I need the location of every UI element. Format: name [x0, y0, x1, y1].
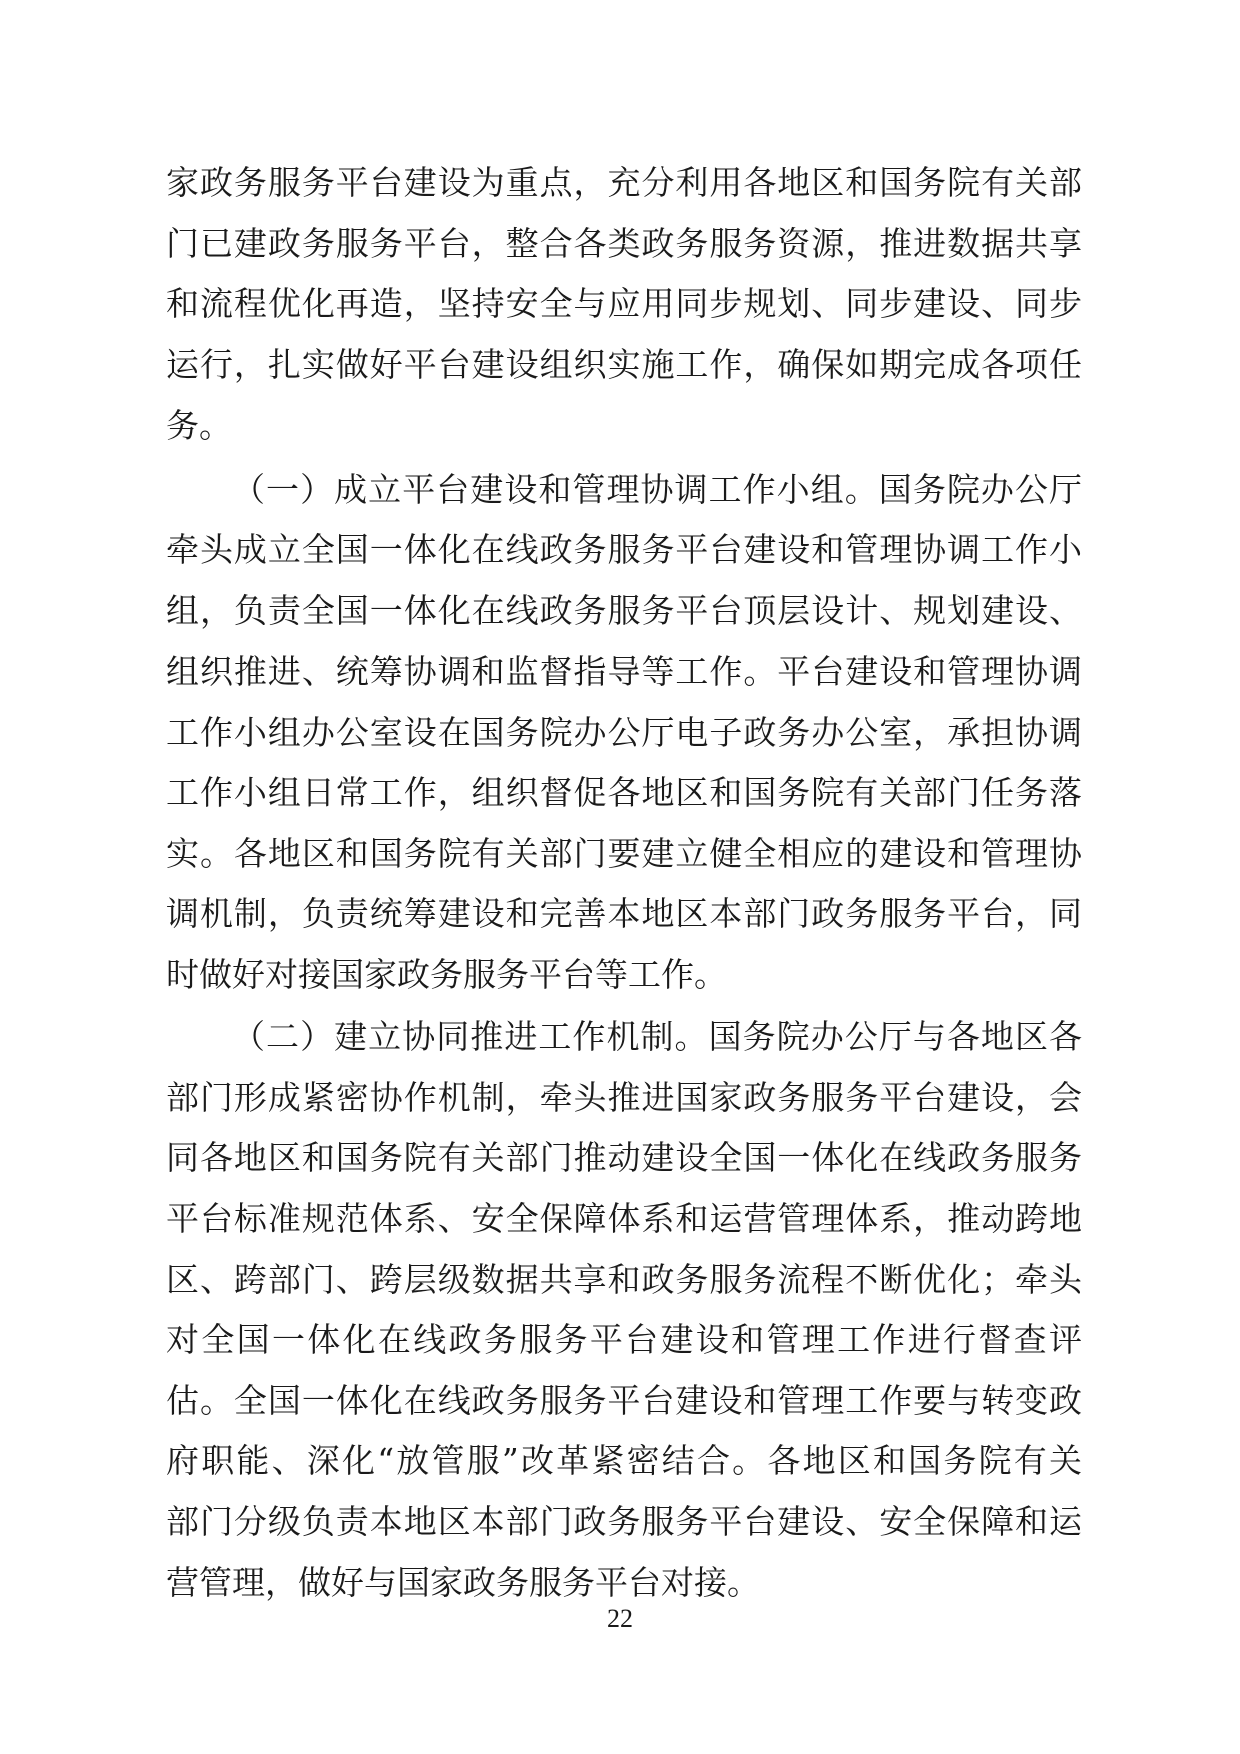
- body-text-line: 组织推进、统筹协调和监督指导等工作。平台建设和管理协调: [166, 652, 1082, 691]
- body-text-line: 同各地区和国务院有关部门推动建设全国一体化在线政务服务: [166, 1138, 1082, 1177]
- page-number: 22: [607, 1604, 633, 1633]
- body-text-line: 时做好对接国家政务服务平台等工作。: [166, 955, 727, 994]
- body-text-line: 工作小组日常工作，组织督促各地区和国务院有关部门任务落: [166, 773, 1082, 812]
- body-text-line: 务。: [166, 406, 232, 445]
- body-text-line: 区、跨部门、跨层级数据共享和政务服务流程不断优化；牵头: [166, 1260, 1082, 1299]
- body-text-line: 门已建政务服务平台，整合各类政务服务资源，推进数据共享: [166, 224, 1082, 263]
- section-heading-line: （一）成立平台建设和管理协调工作小组。国务院办公厅: [232, 470, 1082, 509]
- body-text-line: 部门形成紧密协作机制，牵头推进国家政务服务平台建设，会: [166, 1078, 1082, 1117]
- body-text-line: 运行，扎实做好平台建设组织实施工作，确保如期完成各项任: [166, 345, 1082, 384]
- body-text-line: 部门分级负责本地区本部门政务服务平台建设、安全保障和运: [166, 1502, 1082, 1541]
- body-text-line: 实。各地区和国务院有关部门要建立健全相应的建设和管理协: [166, 834, 1082, 873]
- body-text-line: 营管理，做好与国家政务服务平台对接。: [166, 1563, 760, 1602]
- body-text-line: 对全国一体化在线政务服务平台建设和管理工作进行督查评: [166, 1320, 1082, 1359]
- body-text-line: 平台标准规范体系、安全保障体系和运营管理体系，推动跨地: [166, 1199, 1082, 1238]
- body-text-line: 工作小组办公室设在国务院办公厅电子政务办公室，承担协调: [166, 713, 1082, 752]
- body-text-line: 和流程优化再造，坚持安全与应用同步规划、同步建设、同步: [166, 284, 1082, 323]
- body-text-line: 牵头成立全国一体化在线政务服务平台建设和管理协调工作小: [166, 530, 1082, 569]
- section-heading-line: （二）建立协同推进工作机制。国务院办公厅与各地区各: [232, 1017, 1082, 1056]
- body-text-line: 家政务服务平台建设为重点，充分利用各地区和国务院有关部: [166, 163, 1082, 202]
- body-text-line: 府职能、深化“放管服”改革紧密结合。各地区和国务院有关: [166, 1441, 1082, 1480]
- body-text-line: 估。全国一体化在线政务服务平台建设和管理工作要与转变政: [166, 1381, 1082, 1420]
- body-text-line: 调机制，负责统筹建设和完善本地区本部门政务服务平台，同: [166, 894, 1082, 933]
- body-text-line: 组，负责全国一体化在线政务服务平台顶层设计、规划建设、: [166, 591, 1082, 630]
